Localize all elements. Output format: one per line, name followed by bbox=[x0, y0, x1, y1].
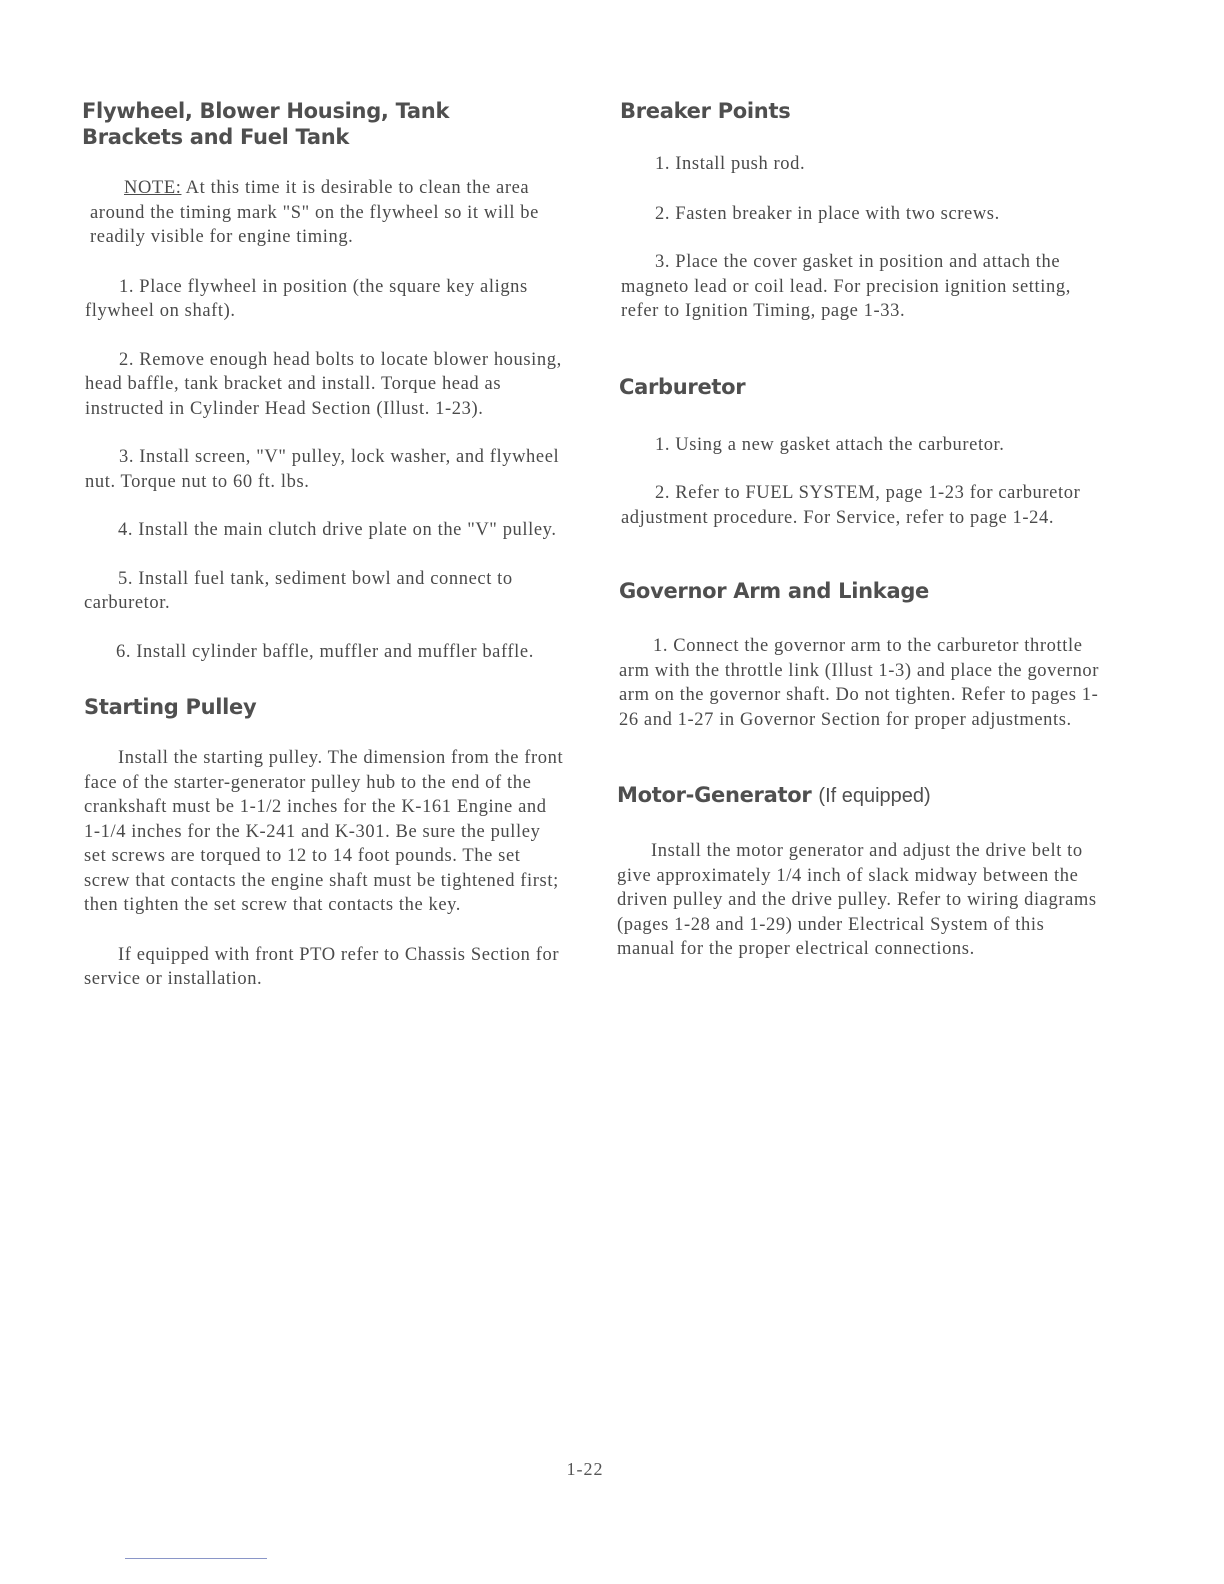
motor-generator-paragraph: Install the motor generator and adjust the drive belt to give approximately 1/4 inch of slack midway between the driven pulley and the drive pulley. Refer to wiring diagrams (pages 1-28 and 1-29) under Electrical System of this manual for the proper electrical connections. bbox=[617, 841, 1097, 959]
carburetor-heading: Carburetor bbox=[619, 374, 746, 399]
flywheel-heading-line-2: Brackets and Fuel Tank bbox=[82, 125, 350, 149]
motor-generator-heading bbox=[617, 782, 1107, 809]
flywheel-step-3: 3. Install screen, "V" pulley, lock washer, and flywheel nut. Torque nut to 60 ft. lbs. bbox=[85, 447, 560, 492]
left-column bbox=[82, 98, 564, 992]
carburetor-step-2: 2. Refer to FUEL SYSTEM, page 1-23 for carburetor adjustment procedure. For Service, refer to page 1-24. bbox=[621, 483, 1081, 528]
breaker-step-2: 2. Fasten breaker in place with two screws. bbox=[655, 203, 1000, 224]
front-pto-paragraph: If equipped with front PTO refer to Chassis Section for service or installation. bbox=[84, 944, 560, 989]
governor-heading: Governor Arm and Linkage bbox=[619, 579, 930, 603]
flywheel-step-4: 4. Install the main clutch drive plate on the "V" pulley. bbox=[118, 520, 557, 540]
scan-edge-line bbox=[125, 1558, 267, 1559]
breaker-step-3: 3. Place the cover gasket in position and attach the magneto lead or coil lead. For precision ignition setting, refer to Ignition Timing, page 1-33. bbox=[621, 252, 1071, 321]
flywheel-heading bbox=[82, 98, 564, 150]
starting-pulley-paragraph: Install the starting pulley. The dimension from the front face of the starter-generator pulley hub to the end of the crankshaft must be 1-1/2 inches for the K-161 Engine and 1-1/4 inches for the K-241 and K-301. Be sure the pulley set screws are torqued to 12 to 14 foot pounds. The set screw that contacts the engine shaft must be tightened first; then tighten the set screw that contacts the key. bbox=[84, 748, 564, 915]
flywheel-heading-line-1: Flywheel, Blower Housing, Tank bbox=[82, 99, 450, 123]
breaker-step-1: 1. Install push rod. bbox=[655, 154, 806, 174]
flywheel-step-1: 1. Place flywheel in position (the square key aligns flywheel on shaft). bbox=[85, 276, 528, 321]
flywheel-step-6: 6. Install cylinder baffle, muffler and muffler baffle. bbox=[116, 641, 534, 662]
page-number: 1-22 bbox=[566, 1459, 604, 1479]
flywheel-note bbox=[82, 176, 562, 250]
note-text: At this time it is desirable to clean the area around the timing mark "S" on the flywheel so it will be readily visible for engine timing. bbox=[90, 178, 539, 247]
breaker-points-heading: Breaker Points bbox=[620, 99, 791, 123]
flywheel-step-5: 5. Install fuel tank, sediment bowl and connect to carburetor. bbox=[84, 568, 513, 613]
flywheel-step-2: 2. Remove enough head bolts to locate blower housing, head baffle, tank bracket and install. Torque head as instructed in Cylinder Head Section (Illust. 1-23). bbox=[85, 349, 562, 419]
starting-pulley-heading: Starting Pulley bbox=[84, 695, 257, 719]
note-label: NOTE: bbox=[124, 178, 182, 198]
governor-step-1: 1. Connect the governor arm to the carburetor throttle arm with the throttle link (Illust 1-3) and place the governor arm on the governor shaft. Do not tighten. Refer to pages 1-26 and 1-27 in Governor Section for proper adjustments. bbox=[619, 636, 1100, 730]
motor-generator-heading-text: Motor-Generator bbox=[617, 783, 812, 807]
right-column bbox=[617, 98, 1107, 962]
motor-generator-heading-suffix: (If equipped) bbox=[818, 785, 931, 807]
carburetor-step-1: 1. Using a new gasket attach the carburetor. bbox=[655, 434, 1005, 455]
